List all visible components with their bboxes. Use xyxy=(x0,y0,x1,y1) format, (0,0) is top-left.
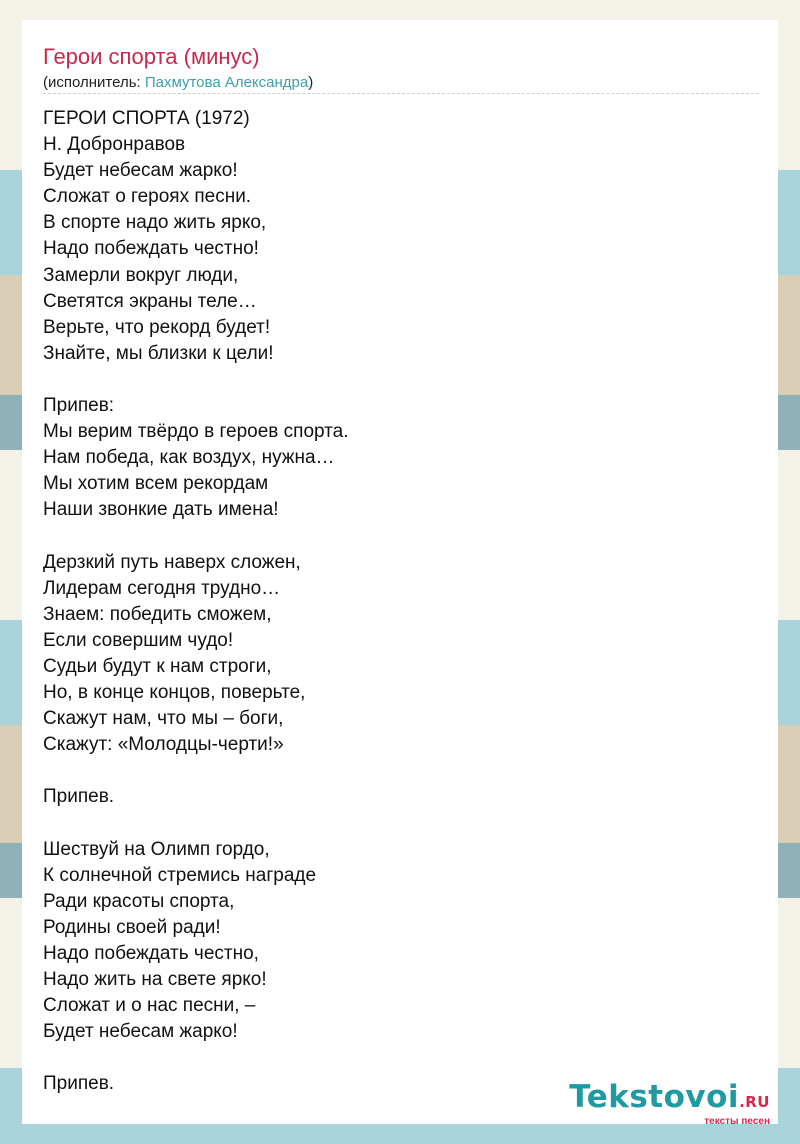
lyric-line: Н. Добронравов xyxy=(43,134,186,156)
lyrics-text xyxy=(43,106,743,1098)
lyric-line: Нам победа, как воздух, нужна… xyxy=(43,447,335,469)
divider xyxy=(43,93,759,94)
lyric-line: Скажут нам, что мы – боги, xyxy=(43,708,284,730)
stanza-gap xyxy=(43,811,743,837)
lyric-line: Припев. xyxy=(43,786,115,808)
lyric-line: Ради красоты спорта, xyxy=(43,890,235,912)
lyric-line: Скажут: «Молодцы-черти!» xyxy=(43,734,284,756)
lyric-line: Родины своей ради! xyxy=(43,916,221,938)
lyric-line: Припев: xyxy=(43,395,115,417)
lyric-line: Верьте, что рекорд будет! xyxy=(43,316,271,338)
lyric-line: Будет небесам жарко! xyxy=(43,1021,238,1043)
lyric-line: Наши звонкие дать имена! xyxy=(43,499,279,521)
lyric-line: Мы верим твёрдо в героев спорта. xyxy=(43,421,349,443)
stanza-gap xyxy=(43,1045,743,1071)
lyric-line: Будет небесам жарко! xyxy=(43,160,238,182)
lyric-line: Если совершим чудо! xyxy=(43,629,234,651)
site-logo[interactable] xyxy=(569,1080,770,1127)
lyric-line: В спорте надо жить ярко, xyxy=(43,212,267,234)
lyric-line: Знаем: победить сможем, xyxy=(43,603,272,625)
lyric-line: Надо побеждать честно! xyxy=(43,238,259,260)
lyric-line: Шествуй на Олимп гордо, xyxy=(43,838,270,860)
lyric-line: Припев. xyxy=(43,1073,115,1095)
lyric-line: Дерзкий путь наверх сложен, xyxy=(43,551,301,573)
lyric-line: К солнечной стремись награде xyxy=(43,864,317,886)
artist-link[interactable]: Пахмутова Александра xyxy=(144,74,309,91)
stanza-gap xyxy=(43,524,743,550)
lyric-line: Судьи будут к нам строги, xyxy=(43,655,272,677)
lyric-line: Светятся экраны теле… xyxy=(43,290,257,312)
lyric-line: Мы хотим всем рекордам xyxy=(43,473,269,495)
lyric-line: Но, в конце концов, поверьте, xyxy=(43,682,306,704)
lyric-line: Надо побеждать честно, xyxy=(43,943,259,964)
stanza-gap xyxy=(43,758,743,784)
lyric-line: Замерли вокруг люди, xyxy=(43,264,239,286)
lyric-line: ГЕРОИ СПОРТА (1972) xyxy=(43,108,250,129)
logo-name: Tekstovoi xyxy=(569,1079,740,1115)
byline-suffix: ) xyxy=(308,74,314,91)
lyric-line: Надо жить на свете ярко! xyxy=(43,969,267,991)
song-byline xyxy=(43,74,313,91)
song-title: Герои спорта (минус) xyxy=(43,44,260,69)
lyric-line: Сложат о героях песни. xyxy=(43,186,252,208)
logo-tld: .RU xyxy=(739,1093,770,1111)
logo-tagline: тексты песен xyxy=(704,1116,770,1127)
byline-prefix: (исполнитель: xyxy=(43,74,145,91)
lyric-line: Знайте, мы близки к цели! xyxy=(43,342,274,364)
lyric-line: Лидерам сегодня трудно… xyxy=(43,577,281,599)
lyrics-card xyxy=(22,20,778,1124)
lyric-line: Сложат и о нас песни, – xyxy=(43,995,256,1017)
stanza-gap xyxy=(43,367,743,393)
